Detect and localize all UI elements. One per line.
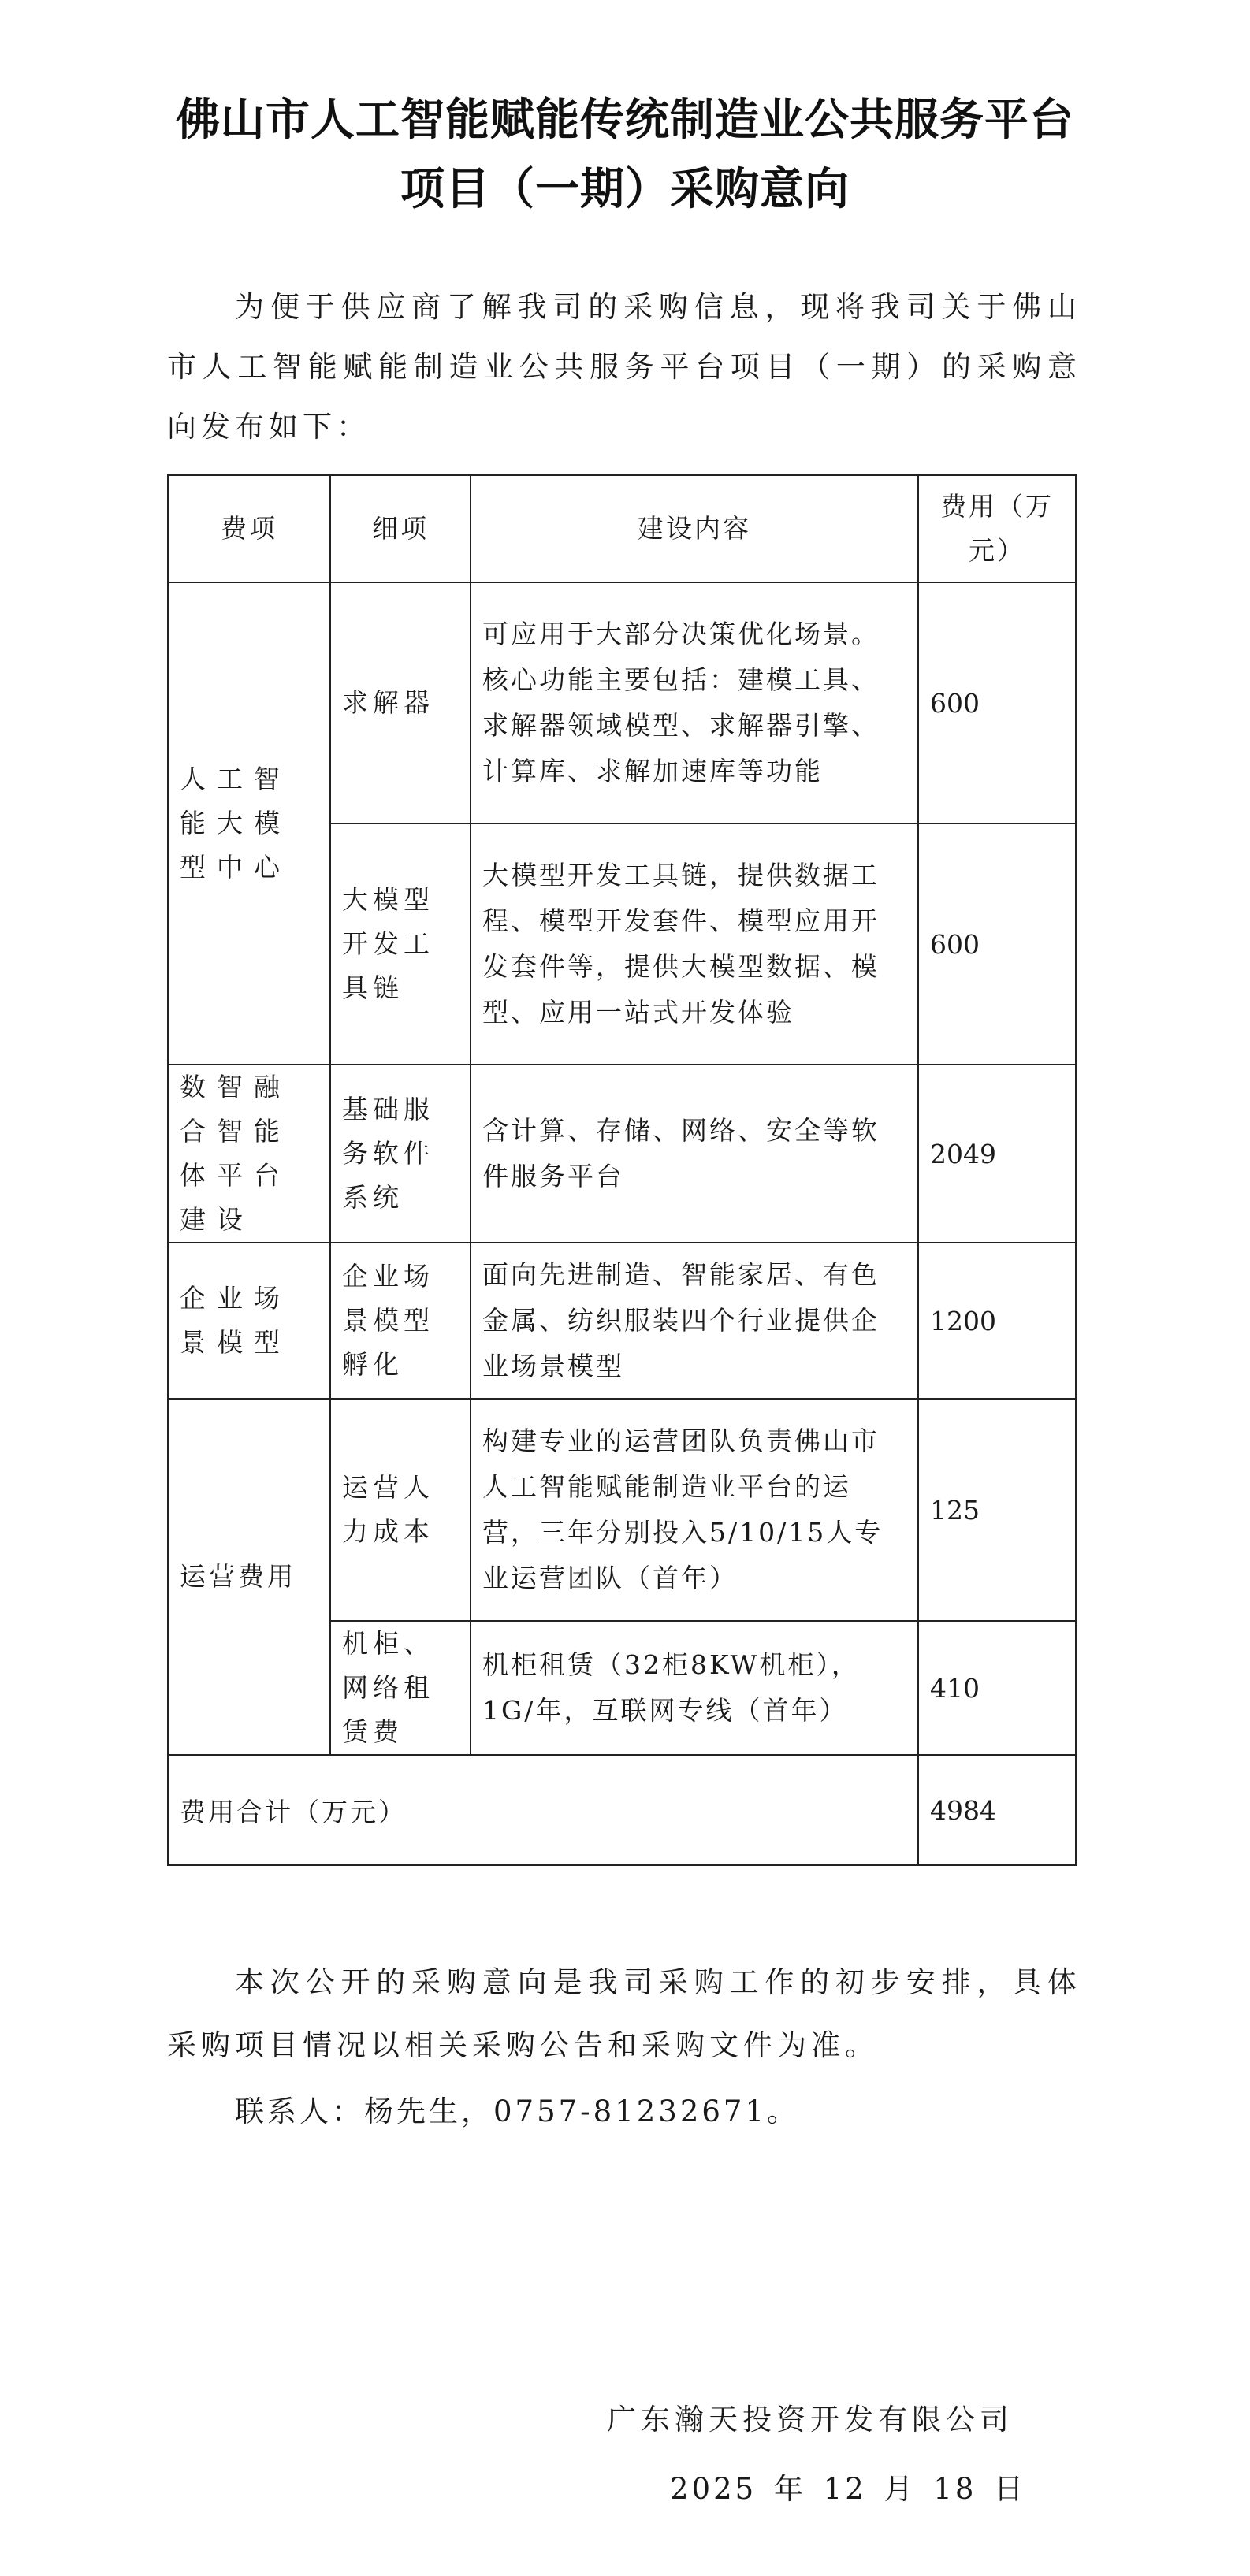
- header-fee: 费用（万元）: [918, 475, 1076, 582]
- total-label-cell: 费用合计（万元）: [168, 1755, 918, 1865]
- item-cell: 大模型开发工具链: [330, 823, 471, 1065]
- total-fee-cell: 4984: [918, 1755, 1076, 1865]
- header-category: 费项: [168, 475, 330, 582]
- content-cell: 机柜租赁（32柜8KW机柜），1G/年，互联网专线（首年）: [471, 1621, 918, 1755]
- item-cell: 求解器: [330, 582, 471, 823]
- content-cell: 含计算、存储、网络、安全等软件服务平台: [471, 1065, 918, 1243]
- table-header-row: [168, 475, 1076, 582]
- category-cell: 企业场景模型: [168, 1243, 330, 1399]
- document-title-line-1: 佛山市人工智能赋能传统制造业公共服务平台: [176, 95, 1074, 146]
- contact-line: 联系人：杨先生，0757-81232671。: [235, 2095, 799, 2128]
- intro-paragraph: 为便于供应商了解我司的采购信息，现将我司关于佛山市人工智能赋能制造业公共服务平台项目（一期）的采购意向发布如下：: [167, 290, 1081, 444]
- closing-paragraph: 本次公开的采购意向是我司采购工作的初步安排，具体采购项目情况以相关采购公告和采购文件为准。: [167, 1965, 1081, 2062]
- content-cell: 构建专业的运营团队负责佛山市人工智能赋能制造业平台的运营，三年分别投入5/10/15人专业运营团队（首年）: [471, 1399, 918, 1621]
- fee-cell: 2049: [918, 1065, 1076, 1243]
- category-cell: 运营费用: [168, 1399, 330, 1755]
- table-row: [168, 1065, 1076, 1243]
- table-row: [168, 582, 1076, 823]
- document-title-line-2: 项目（一期）采购意向: [400, 164, 850, 215]
- content-cell: 面向先进制造、智能家居、有色金属、纺织服装四个行业提供企业场景模型: [471, 1243, 918, 1399]
- header-item: 细项: [330, 475, 471, 582]
- category-cell: 人工智能大模型中心: [168, 582, 330, 1065]
- item-cell: 机柜、网络租赁费: [330, 1621, 471, 1755]
- content-cell: 大模型开发工具链，提供数据工程、模型开发套件、模型应用开发套件等，提供大模型数据、模型、应用一站式开发体验: [471, 823, 918, 1065]
- fee-cell: 125: [918, 1399, 1076, 1621]
- procurement-table: [167, 474, 1077, 1866]
- fee-cell: 410: [918, 1621, 1076, 1755]
- fee-cell: 600: [918, 823, 1076, 1065]
- item-cell: 基础服务软件系统: [330, 1065, 471, 1243]
- fee-cell: 1200: [918, 1243, 1076, 1399]
- content-cell: 可应用于大部分决策优化场景。核心功能主要包括：建模工具、求解器领域模型、求解器引擎、计算库、求解加速库等功能: [471, 582, 918, 823]
- item-cell: 企业场景模型孵化: [330, 1243, 471, 1399]
- signature-date: 2025 年 12 月 18 日: [670, 2472, 1027, 2506]
- signature-company: 广东瀚天投资开发有限公司: [607, 2403, 1014, 2437]
- table-row: [168, 1399, 1076, 1621]
- table-row: [168, 1243, 1076, 1399]
- fee-cell: 600: [918, 582, 1076, 823]
- item-cell: 运营人力成本: [330, 1399, 471, 1621]
- table-total-row: [168, 1755, 1076, 1865]
- category-cell: 数智融合智能体平台建设: [168, 1065, 330, 1243]
- header-content: 建设内容: [471, 475, 918, 582]
